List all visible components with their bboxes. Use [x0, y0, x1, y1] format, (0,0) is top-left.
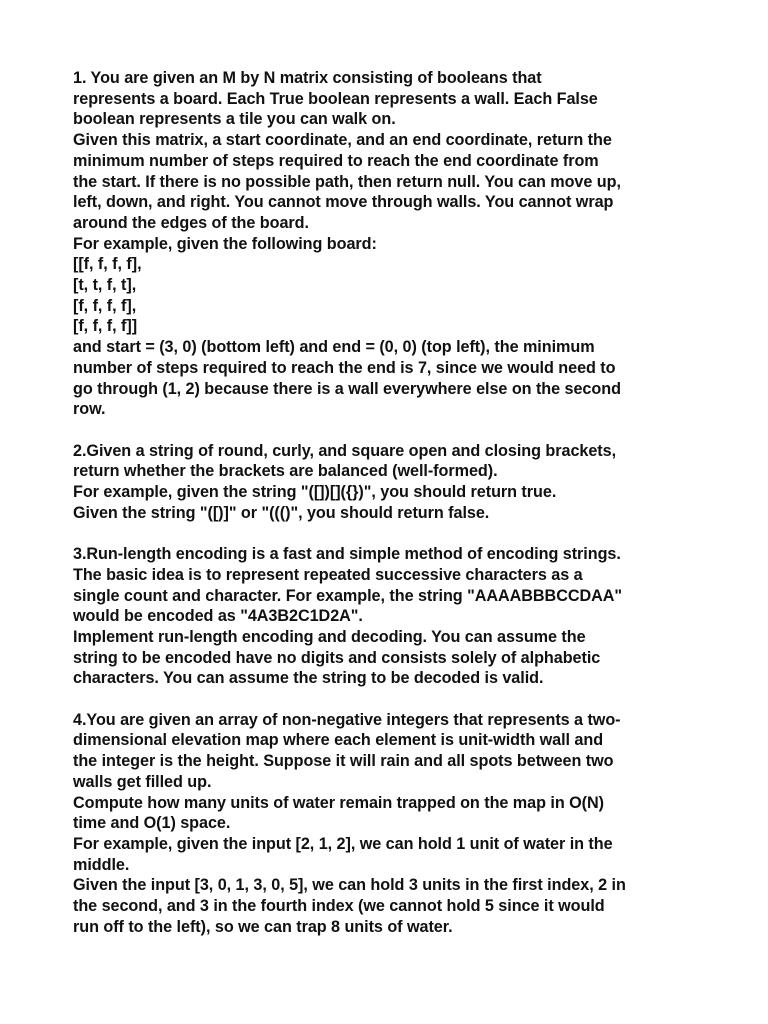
text-line: Given the string "([)]" or "((()", you should return false.	[73, 503, 490, 522]
text-line: 4.You are given an array of non-negative integers that represents a two-	[73, 710, 621, 729]
problem-1-matrix-steps	[73, 68, 701, 420]
text-line: single count and character. For example, the string "AAAABBBCCDAA"	[73, 586, 623, 605]
text-line: row.	[73, 400, 106, 419]
text-line: around the edges of the board.	[73, 213, 309, 232]
board-row: [f, f, f, f],	[73, 296, 137, 315]
text-line: Implement run-length encoding and decoding. You can assume the	[73, 627, 586, 646]
text-line: the second, and 3 in the fourth index (we cannot hold 5 since it would	[73, 897, 605, 916]
text-line: walls get filled up.	[73, 772, 212, 791]
text-line: Given this matrix, a start coordinate, and an end coordinate, return the	[73, 131, 612, 150]
text-line: string to be encoded have no digits and consists solely of alphabetic	[73, 648, 601, 667]
text-line: represents a board. Each True boolean represents a wall. Each False	[73, 89, 598, 108]
problem-2-balanced-brackets	[73, 441, 701, 524]
text-line: left, down, and right. You cannot move through walls. You cannot wrap	[73, 193, 614, 212]
text-line: 2.Given a string of round, curly, and square open and closing brackets,	[73, 441, 617, 460]
text-line: 1. You are given an M by N matrix consisting of booleans that	[73, 69, 542, 87]
text-line: Given the input [3, 0, 1, 3, 0, 5], we can hold 3 units in the first index, 2 in	[73, 876, 626, 895]
text-line: number of steps required to reach the end is 7, since we would need to	[73, 358, 616, 377]
problem-3-run-length-encoding	[73, 544, 701, 689]
problem-4-trapping-rain-water	[73, 710, 701, 938]
text-line: the integer is the height. Suppose it will rain and all spots between two	[73, 752, 614, 771]
text-line: middle.	[73, 855, 130, 874]
text-line: the start. If there is no possible path, then return null. You can move up,	[73, 172, 621, 191]
text-line: The basic idea is to represent repeated successive characters as a	[73, 565, 583, 584]
text-line: return whether the brackets are balanced (well-formed).	[73, 462, 498, 481]
text-line: would be encoded as "4A3B2C1D2A".	[73, 607, 363, 626]
text-line: dimensional elevation map where each element is unit-width wall and	[73, 731, 604, 750]
text-line: time and O(1) space.	[73, 814, 231, 833]
text-line: For example, given the following board:	[73, 234, 377, 253]
text-line: For example, given the string "([])[]({})", you should return true.	[73, 483, 557, 502]
document-page	[73, 68, 701, 937]
text-line: Compute how many units of water remain trapped on the map in O(N)	[73, 793, 604, 812]
text-line: characters. You can assume the string to be decoded is valid.	[73, 669, 544, 688]
text-line: run off to the left), so we can trap 8 units of water.	[73, 917, 453, 936]
text-line: minimum number of steps required to reach the end coordinate from	[73, 151, 599, 170]
text-line: boolean represents a tile you can walk on.	[73, 110, 396, 129]
text-line: 3.Run-length encoding is a fast and simple method of encoding strings.	[73, 545, 621, 564]
text-line: For example, given the input [2, 1, 2], we can hold 1 unit of water in the	[73, 834, 613, 853]
text-line: and start = (3, 0) (bottom left) and end = (0, 0) (top left), the minimum	[73, 338, 595, 357]
board-row: [f, f, f, f]]	[73, 317, 138, 336]
board-row: [t, t, f, t],	[73, 276, 137, 295]
board-row: [[f, f, f, f],	[73, 255, 142, 274]
text-line: go through (1, 2) because there is a wall everywhere else on the second	[73, 379, 621, 398]
